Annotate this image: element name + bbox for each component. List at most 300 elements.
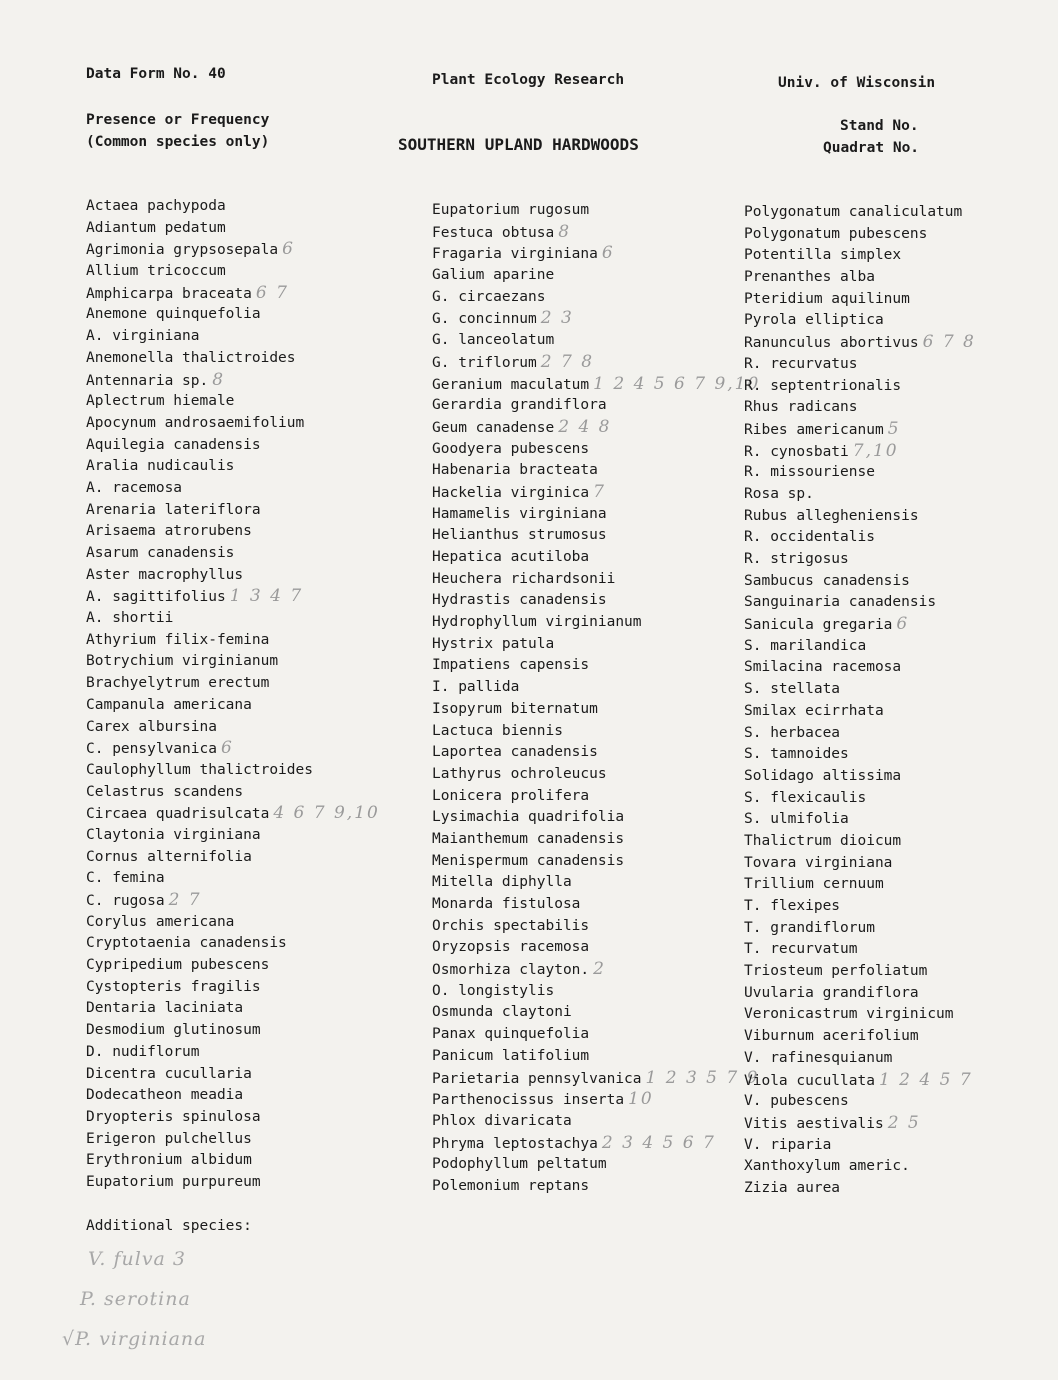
species-row [432,265,760,287]
species-name: Lysimachia quadrifolia [432,809,625,826]
species-name: Cypripedium pubescens [86,957,270,974]
species-name: Phlox divaricata [432,1112,572,1129]
species-row [86,1042,380,1064]
species-name: Anemone quinquefolia [86,306,261,323]
species-name: Corylus americana [86,913,235,930]
species-name: Brachyelytrum erectum [86,675,270,692]
species-row [744,419,976,441]
species-row [744,354,976,376]
species-row [432,525,760,547]
species-name: S. flexicaulis [744,789,867,806]
species-name: Hydrastis canadensis [432,592,607,609]
handwritten-frequency-note: 6 [282,239,295,260]
species-name: Panicum latifolium [432,1047,590,1064]
handwritten-frequency-note: 2 [593,959,606,980]
handwritten-frequency-note: 2 3 [540,308,574,329]
species-name: Eupatorium rugosum [432,202,590,218]
handwritten-frequency-note: 2 5 [887,1112,921,1133]
species-name: V. riparia [744,1136,832,1153]
species-row [86,1064,380,1086]
species-row [86,738,380,760]
species-name: Goodyera pubescens [432,440,590,457]
species-name: Campanula americana [86,696,252,713]
species-name: Rhus radicans [744,399,858,416]
species-row [432,352,760,374]
species-row [744,744,976,766]
species-row [432,894,760,916]
species-name: Adiantum pedatum [86,219,226,236]
handwritten-frequency-note: 6 [601,243,615,264]
species-row [744,527,976,549]
species-name: Ribes americanum [744,421,884,438]
handwritten-species-3: √P. virginiana [62,1328,207,1350]
species-row [744,506,976,528]
species-name: Galium aparine [432,267,555,284]
species-name: Cystopteris fragilis [86,978,261,995]
species-name: Lactuca biennis [432,722,563,739]
species-name: R. recurvatus [744,355,858,372]
species-name: Hepatica acutiloba [432,549,590,565]
species-row [432,243,760,265]
species-row [744,766,976,788]
handwritten-frequency-note: 8 [558,221,572,242]
species-row [744,1178,976,1200]
species-row [432,482,760,504]
species-name: Hamamelis virginiana [432,505,607,522]
species-row [744,224,976,246]
species-row [86,760,380,782]
species-name: V. rafinesquianum [744,1049,893,1066]
species-row [744,245,976,267]
quadrat-number-label: Quadrat No. [823,140,920,156]
species-name: Habenaria bracteata [432,462,598,479]
form-number: Data Form No. 40 [86,66,226,82]
species-name: G. concinnum [432,311,537,328]
species-name: Veronicastrum virginicum [744,1006,954,1023]
species-name: Dryopteris spinulosa [86,1108,261,1125]
species-name: Laportea canadensis [432,744,598,761]
species-name: Sanicula gregaria [744,617,893,634]
species-row [86,456,380,478]
species-row [432,937,760,959]
handwritten-frequency-note: 2 4 8 [558,416,612,437]
species-name: Trillium cernuum [744,876,884,893]
species-name: Fragaria virginiana [432,246,598,263]
species-name: Eupatorium purpureum [86,1173,261,1190]
species-name: T. recurvatum [744,941,858,958]
species-row [744,1004,976,1026]
species-row [744,441,976,463]
species-name: Circaea quadrisulcata [86,806,270,823]
species-name: Arenaria lateriflora [86,501,261,518]
species-row [744,289,976,311]
species-row [432,721,760,743]
species-row [86,391,380,413]
species-name: Claytonia virginiana [86,826,261,843]
species-row [86,370,380,392]
species-row [432,959,760,981]
species-name: T. flexipes [744,898,841,914]
species-row [432,1133,760,1155]
species-name: Impatiens capensis [432,657,590,674]
species-row [432,1068,760,1090]
species-row [86,500,380,522]
species-row [432,374,760,396]
species-row [744,267,976,289]
handwritten-frequency-note: 6 7 8 [922,332,976,353]
species-name: Maianthemum canadensis [432,830,625,847]
species-column-1 [86,196,380,1194]
species-row [744,961,976,983]
species-name: Smilax ecirrhata [744,702,884,719]
species-row [86,803,380,825]
species-name: Hystrix patula [432,635,555,652]
species-row [432,699,760,721]
additional-species-label: Additional species: [86,1218,252,1234]
species-row [86,261,380,283]
species-row [432,330,760,352]
species-row [432,1024,760,1046]
page-title: SOUTHERN UPLAND HARDWOODS [398,135,639,154]
species-row [744,397,976,419]
species-row [432,417,760,439]
species-name: Cornus alternifolia [86,848,252,865]
species-name: Caulophyllum thalictroides [86,761,313,778]
species-name: Aplectrum hiemale [86,393,235,410]
species-row [432,981,760,1003]
handwritten-frequency-note: 1 3 4 7 [229,586,304,607]
species-name: Celastrus scandens [86,783,244,800]
species-row [86,1150,380,1172]
species-name: Isopyrum biternatum [432,700,598,717]
species-name: Dodecatheon meadia [86,1087,244,1104]
species-name: Sanguinaria canadensis [744,594,937,611]
species-name: Polygonatum canaliculatum [744,204,963,220]
species-row [432,504,760,526]
species-name: Panax quinquefolia [432,1026,590,1043]
species-name: Solidago altissima [744,767,902,784]
species-name: Dicentra cucullaria [86,1065,252,1082]
species-row [744,592,976,614]
species-row [432,1111,760,1133]
species-row [744,332,976,354]
species-row [86,521,380,543]
species-row [432,677,760,699]
species-row [86,348,380,370]
species-row [744,831,976,853]
species-name: Tovara virginiana [744,854,893,871]
species-row [744,723,976,745]
species-name: G. circaezans [432,288,546,305]
species-name: A. shortii [86,610,174,627]
handwritten-frequency-note: 10 [628,1089,654,1110]
species-name: Antennaria sp. [86,372,209,389]
species-row [744,1048,976,1070]
species-row [86,326,380,348]
species-name: S. herbacea [744,724,841,741]
species-row [744,853,976,875]
species-row [744,939,976,961]
species-column-2 [432,200,760,1198]
handwritten-frequency-note: 6 7 [255,282,289,303]
species-name: Viburnum acerifolium [744,1028,919,1045]
species-row [432,916,760,938]
species-row [86,782,380,804]
species-name: V. pubescens [744,1093,849,1110]
handwritten-frequency-note: 7,10 [852,440,899,461]
handwritten-frequency-note: 8 [212,369,226,390]
species-row [432,200,760,222]
handwritten-frequency-note: 1 2 4 5 6 7 9,10 [593,373,761,394]
species-row [744,1113,976,1135]
species-name: Botrychium virginianum [86,653,279,670]
species-name: Rosa sp. [744,485,814,502]
species-row [86,1085,380,1107]
species-name: Menispermum canadensis [432,852,625,869]
species-row [744,896,976,918]
species-row [86,998,380,1020]
species-name: Parthenocissus inserta [432,1092,625,1109]
handwritten-species-2: P. serotina [80,1288,191,1310]
species-name: Parietaria pennsylvanica [432,1070,642,1087]
species-row [86,239,380,261]
species-name: Polemonium reptans [432,1177,590,1194]
species-row [744,679,976,701]
handwritten-frequency-note: 7 [593,481,606,502]
species-name: Arisaema atrorubens [86,523,252,540]
species-name: Pteridium aquilinum [744,290,910,307]
species-row [744,1026,976,1048]
species-row [432,742,760,764]
species-row [744,462,976,484]
species-row [744,310,976,332]
species-name: S. ulmifolia [744,811,849,828]
species-row [432,807,760,829]
species-row [86,196,380,218]
species-name: Polygonatum pubescens [744,225,928,242]
species-name: R. occidentalis [744,529,875,546]
handwritten-frequency-note: 2 7 [168,890,202,910]
species-row [744,657,976,679]
species-name: A. racemosa [86,479,183,496]
handwritten-frequency-note: 2 7 8 [540,351,595,372]
species-row [86,586,380,608]
species-name: Thalictrum dioicum [744,832,902,849]
species-row [432,1154,760,1176]
species-row [86,933,380,955]
handwritten-frequency-note: 6 [220,738,234,759]
species-row [432,851,760,873]
species-name: Festuca obtusa [432,224,555,241]
species-name: R. strigosus [744,551,849,567]
species-name: C. pensylvanica [86,741,217,758]
species-name: Agrimonia grypsosepala [86,242,279,259]
species-name: Phryma leptostachya [432,1135,598,1152]
species-name: Osmorhiza clayton. [432,962,590,979]
species-row [744,571,976,593]
species-name: C. femina [86,870,165,887]
species-row [432,634,760,656]
species-row [86,1107,380,1129]
species-row [86,304,380,326]
species-row [432,786,760,808]
species-row [86,218,380,240]
species-name: Apocynum androsaemifolium [86,414,305,431]
species-name: Helianthus strumosus [432,527,607,544]
species-row [86,283,380,305]
species-row [432,1176,760,1198]
species-name: Potentilla simplex [744,247,902,264]
species-row [744,1156,976,1178]
species-row [744,1091,976,1113]
species-name: Athyrium filix-femina [86,631,270,648]
species-name: Aquilegia canadensis [86,436,261,453]
species-row [432,829,760,851]
species-row [432,569,760,591]
species-row [432,308,760,330]
species-name: T. grandiflorum [744,919,875,936]
species-name: Hydrophyllum virginianum [432,614,642,631]
species-name: Osmunda claytoni [432,1004,572,1021]
species-row [744,1070,976,1092]
species-row [432,1089,760,1111]
species-name: Amphicarpa braceata [86,285,252,302]
species-row [86,868,380,890]
species-name: Anemonella thalictroides [86,349,296,366]
species-row [86,1129,380,1151]
species-name: Allium tricoccum [86,263,226,280]
species-row [86,717,380,739]
species-row [744,614,976,636]
species-name: Pyrola elliptica [744,312,884,329]
species-row [86,912,380,934]
species-row [86,890,380,912]
species-row [744,549,976,571]
species-name: Cryptotaenia canadensis [86,935,287,952]
species-row [744,809,976,831]
handwritten-frequency-note: 2 3 4 5 6 7 [601,1132,716,1153]
species-name: Smilacina racemosa [744,659,902,676]
handwritten-species-1: V. fulva 3 [88,1248,187,1270]
species-row [432,460,760,482]
species-row [86,565,380,587]
species-row [86,1020,380,1042]
species-row [86,955,380,977]
species-row [86,1172,380,1194]
species-name: Geranium maculatum [432,376,590,393]
species-name: D. nudiflorum [86,1043,200,1060]
species-row [744,484,976,506]
species-name: Hackelia virginica [432,484,590,501]
species-name: Xanthoxylum americ. [744,1158,910,1175]
species-name: Podophyllum peltatum [432,1156,607,1173]
species-row [744,376,976,398]
species-name: Prenanthes alba [744,269,875,286]
species-name: A. sagittifolius [86,589,226,606]
species-row [86,695,380,717]
species-row [744,202,976,224]
species-name: Carex albursina [86,718,217,735]
species-row [86,847,380,869]
species-name: Rubus allegheniensis [744,507,919,524]
species-name: Ranunculus abortivus [744,335,919,352]
handwritten-frequency-note: 5 [887,418,901,439]
species-name: Gerardia grandiflora [432,397,607,414]
species-row [432,1002,760,1024]
stand-number-label: Stand No. [840,118,919,134]
species-name: G. lanceolatum [432,332,555,349]
species-row [86,413,380,435]
handwritten-frequency-note: 6 [896,614,910,635]
species-row [744,636,976,658]
species-name: Aralia nudicaulis [86,458,235,475]
species-name: Zizia aurea [744,1179,841,1196]
species-row [432,287,760,309]
species-name: S. tamnoides [744,746,849,763]
species-name: Erythronium albidum [86,1152,252,1169]
species-name: R. septentrionalis [744,377,902,394]
species-name: Asarum canadensis [86,545,235,561]
species-row [86,608,380,630]
species-name: Lathyrus ochroleucus [432,765,607,782]
species-name: O. longistylis [432,982,555,999]
species-row [432,764,760,786]
presence-sublabel: (Common species only) [86,134,270,150]
species-name: A. virginiana [86,328,200,345]
species-row [432,590,760,612]
species-name: Triosteum perfoliatum [744,963,928,980]
species-row [432,547,760,569]
species-name: Lonicera prolifera [432,787,590,804]
species-column-3 [744,202,976,1200]
species-name: I. pallida [432,679,520,696]
species-name: S. stellata [744,681,841,698]
species-row [86,651,380,673]
species-name: C. rugosa [86,893,165,909]
species-name: Uvularia grandiflora [744,984,919,1001]
species-row [432,872,760,894]
species-name: Geum canadense [432,419,555,436]
species-name: Dentaria laciniata [86,1000,244,1017]
species-name: Actaea pachypoda [86,198,226,214]
species-row [86,435,380,457]
species-name: Orchis spectabilis [432,917,590,934]
species-name: Vitis aestivalis [744,1115,884,1132]
species-row [86,478,380,500]
species-name: Mitella diphylla [432,874,572,891]
species-row [432,655,760,677]
species-row [744,874,976,896]
species-row [744,788,976,810]
species-name: Aster macrophyllus [86,566,244,583]
species-name: Sambucus canadensis [744,572,910,589]
species-row [86,630,380,652]
species-name: Oryzopsis racemosa [432,939,590,956]
species-row [86,977,380,999]
species-name: R. cynosbati [744,443,849,460]
species-row [744,1135,976,1157]
species-row [432,1046,760,1068]
species-row [86,825,380,847]
species-name: Desmodium glutinosum [86,1022,261,1039]
species-name: Viola cucullata [744,1072,875,1089]
species-name: Erigeron pulchellus [86,1130,252,1147]
species-row [432,439,760,461]
species-row [432,395,760,417]
species-name: Heuchera richardsonii [432,570,616,587]
handwritten-frequency-note: 1 2 4 5 7 [878,1069,973,1090]
presence-label: Presence or Frequency [86,112,270,128]
